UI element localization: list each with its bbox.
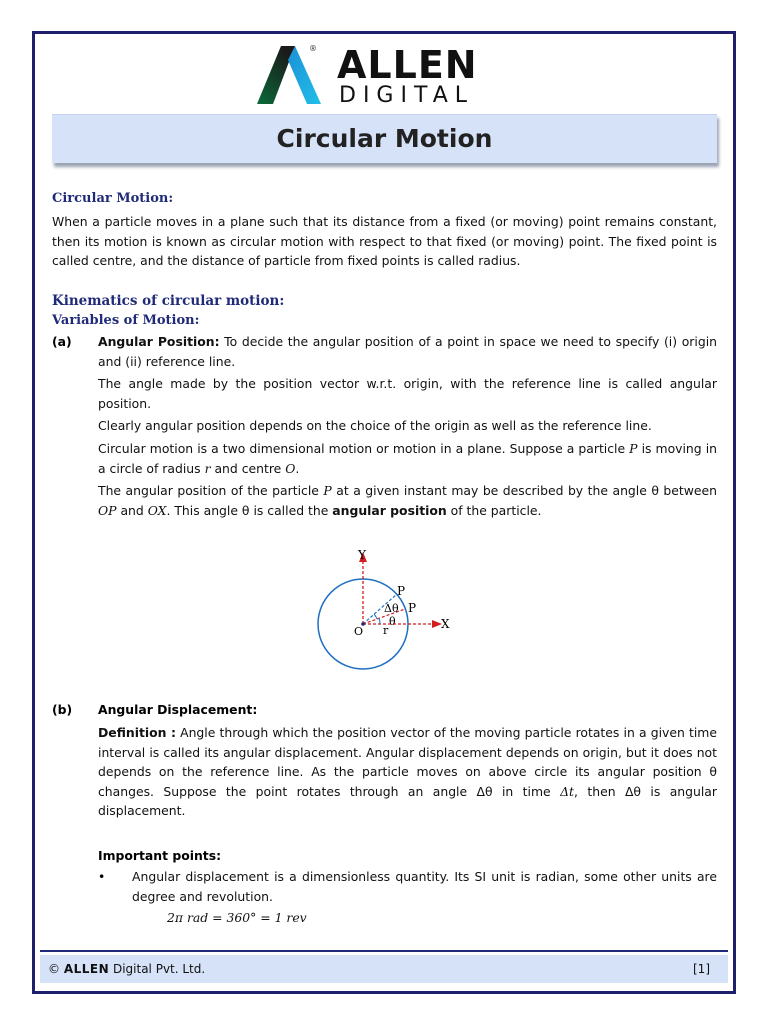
- theta-arc: [379, 618, 380, 624]
- section-heading-kinematics: Kinematics of circular motion:: [52, 293, 285, 309]
- item-marker-b: (b): [52, 702, 73, 717]
- footer-company: Digital Pvt. Ltd.: [109, 962, 206, 976]
- label-r: r: [383, 624, 389, 637]
- important-points-heading: Important points:: [98, 848, 222, 863]
- label-x: X: [441, 617, 450, 631]
- registered-mark: ®: [309, 44, 317, 53]
- angular-position-bold: angular position: [332, 502, 447, 518]
- text-run: . This angle θ is called the: [166, 502, 333, 518]
- text-run: , then Δθ is angular displacement.: [98, 783, 717, 819]
- angular-position-text: To decide the angular position of a point in space we need to specify (i) origin and (ii) reference line.: [98, 334, 717, 369]
- label-dtheta: Δθ: [384, 602, 399, 615]
- title-banner: [52, 114, 717, 163]
- angular-position-note: Clearly angular position depends on the choice of the origin as well as the reference line.: [98, 418, 652, 433]
- math-OX: OX: [147, 502, 167, 518]
- text-run: The angular position of the particle: [98, 483, 324, 498]
- text-run: Angle through which the position vector of the moving particle rotates in a given time interval is called its angular displacement. Angular displacement depends on origin, but it does not depends on the reference line. As the particle moves on above circle its angular position θ changes. Suppose the point rotates through an angle Δθ in time: [98, 725, 717, 799]
- allen-logo-icon: [255, 44, 327, 106]
- item-marker-a: (a): [52, 334, 72, 349]
- footer-copyright: [48, 955, 205, 983]
- text-run: of the particle.: [446, 502, 542, 518]
- logo-brand-text: ALLEN: [337, 43, 478, 87]
- label-p2: P: [408, 601, 417, 615]
- text-run: at a given instant may be described by the angle θ between: [331, 483, 718, 498]
- circular-motion-definition: When a particle moves in a plane such that its distance from a fixed (or moving) point remains constant, then its motion is known as circular motion with respect to that fixed (or moving) point. The fixed point is called centre, and the distance of particle from fixed points is called radius.: [52, 214, 717, 269]
- angular-position-description: [98, 481, 717, 520]
- section-heading-circular-motion: Circular Motion:: [52, 191, 174, 206]
- math-r: r: [204, 460, 211, 476]
- page-number: [1]: [693, 962, 710, 976]
- subheading-variables: Variables of Motion:: [52, 313, 200, 328]
- radian-equation: 2π rad = 360° = 1 rev: [167, 910, 307, 925]
- circular-motion-plane-paragraph: [98, 439, 717, 478]
- text-run: and centre: [210, 460, 286, 476]
- angular-position-definition: The angle made by the position vector w.r.t. origin, with the reference line is called angular position.: [98, 376, 717, 411]
- text-run: Circular motion is a two dimensional motion or motion in a plane. Suppose a particle: [98, 441, 630, 456]
- footer-rule: [40, 950, 728, 952]
- angular-position-term: Angular Position:: [98, 334, 220, 349]
- math-P: P: [629, 441, 638, 456]
- footer: [40, 955, 728, 983]
- math-P: P: [323, 483, 332, 498]
- text-run: and: [116, 502, 148, 518]
- math-O: O: [285, 460, 296, 476]
- logo-sub-text: DIGITAL: [339, 83, 475, 108]
- footer-brand: ALLEN: [63, 962, 110, 976]
- math-OP: OP: [98, 502, 117, 518]
- bullet-icon: •: [98, 869, 106, 884]
- page-title: Circular Motion: [276, 124, 493, 153]
- label-p1: P: [397, 584, 406, 598]
- circular-motion-diagram: [300, 540, 470, 675]
- dtheta-arc: [374, 614, 377, 619]
- angular-position-paragraph: [98, 332, 717, 371]
- text-run: .: [295, 460, 300, 476]
- copyright-symbol: ©: [48, 962, 60, 976]
- angular-displacement-heading: Angular Displacement:: [98, 702, 258, 717]
- text-run: is moving in a circle of radius: [98, 441, 717, 476]
- angular-displacement-definition: [98, 723, 717, 821]
- important-point-1: Angular displacement is a dimensionless quantity. Its SI unit is radian, some other units are degree and revolution.: [132, 869, 717, 904]
- label-y: Y: [358, 548, 366, 562]
- label-theta: θ: [389, 615, 396, 628]
- math-delta-t: Δt: [560, 783, 575, 799]
- label-o: O: [354, 625, 364, 638]
- definition-label: Definition :: [98, 725, 176, 740]
- allen-digital-logo: [255, 44, 515, 108]
